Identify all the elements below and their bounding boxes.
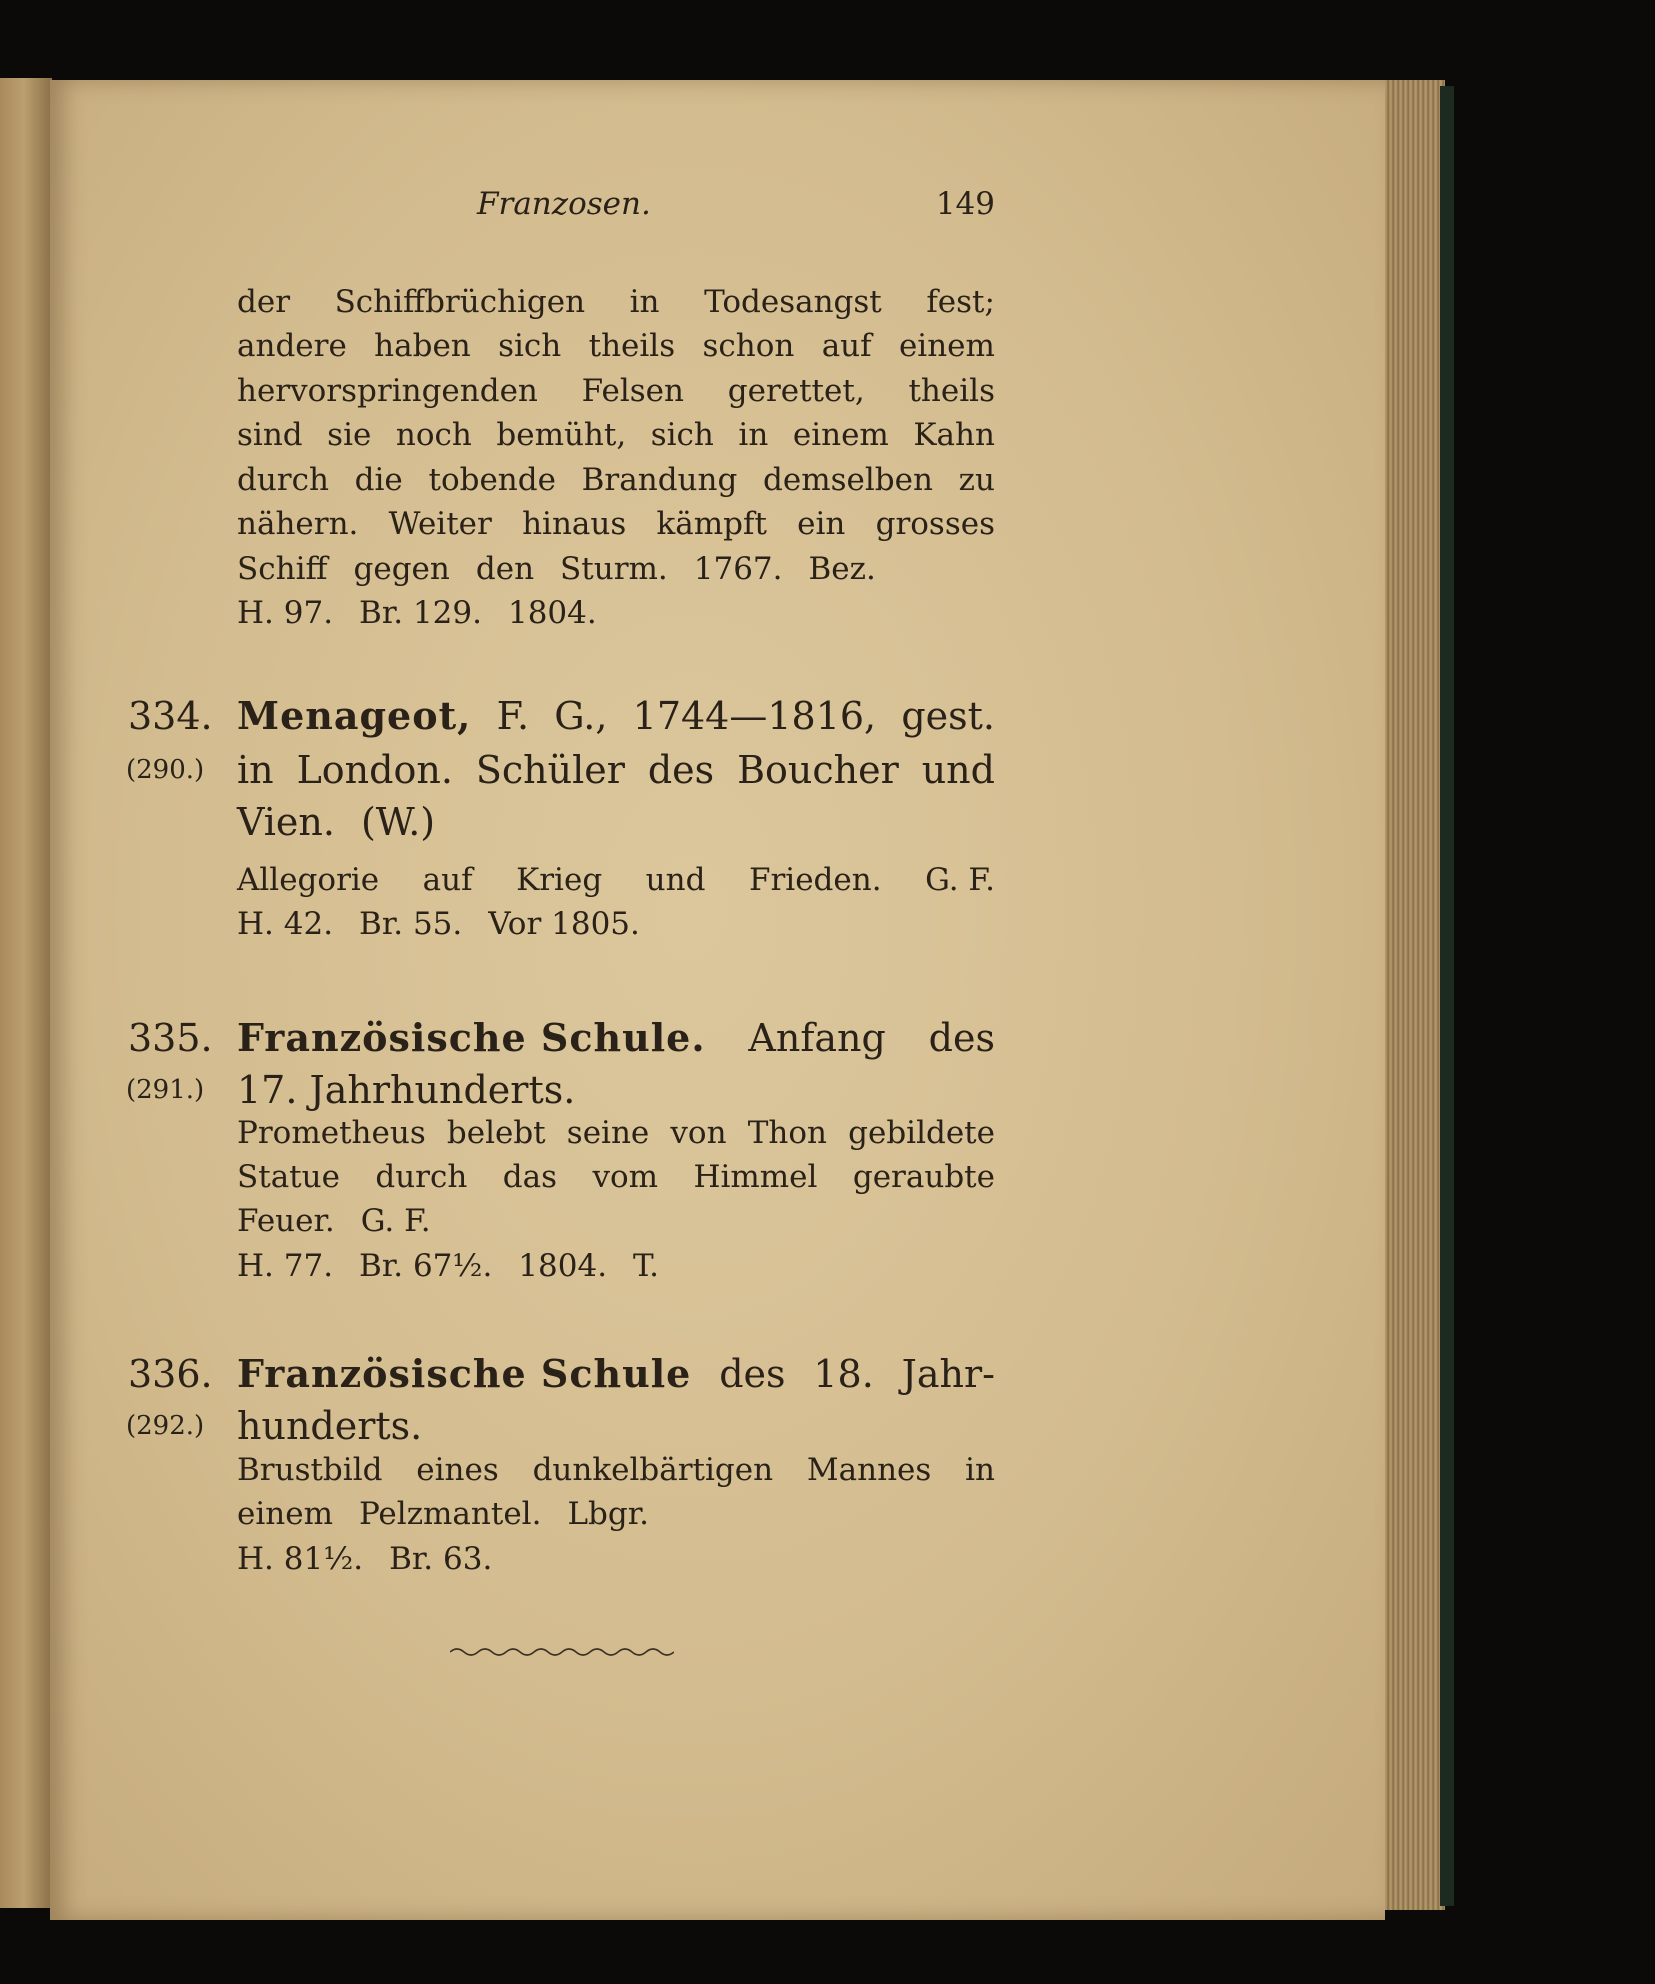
word: H. 97. (237, 595, 334, 631)
word: Allegorie (237, 862, 380, 898)
word: Frieden. (748, 862, 882, 898)
word: G. F. (925, 862, 995, 898)
word: grosses (875, 506, 995, 542)
word: Boucher (737, 748, 899, 792)
continuation-line (237, 502, 995, 546)
word: durch (375, 1159, 468, 1195)
word: H. 77. (237, 1248, 334, 1284)
word: gegen (353, 551, 450, 587)
word: Kahn (913, 417, 995, 453)
word: nähern. (237, 506, 359, 542)
word: Vien. (237, 800, 335, 844)
continuation-line (237, 324, 995, 368)
word: in (965, 1452, 995, 1488)
word: Anfang (748, 1016, 886, 1060)
word: Jahr- (901, 1352, 995, 1396)
word: sich (498, 328, 562, 364)
word: hinaus (522, 506, 627, 542)
word: fest; (926, 284, 995, 320)
entry-reference: (292.) (126, 1411, 205, 1441)
word: hunderts. (237, 1404, 423, 1448)
word: vom (592, 1159, 659, 1195)
entry-description-line (237, 1199, 995, 1243)
word: Brustbild (237, 1452, 383, 1488)
word: und (645, 862, 706, 898)
word: Krieg (516, 862, 603, 898)
word: 1767. (693, 551, 783, 587)
word: das (502, 1159, 558, 1195)
word: sie (327, 417, 372, 453)
word: sich (650, 417, 714, 453)
word: seine (566, 1115, 650, 1151)
entry-heading-line (237, 690, 995, 742)
word: des (719, 1352, 786, 1396)
word: Br. 63. (389, 1541, 493, 1577)
entry-heading-line (237, 796, 995, 848)
word: Weiter (388, 506, 492, 542)
word: Himmel (693, 1159, 818, 1195)
word: geraubte (852, 1159, 995, 1195)
word: Schiffbrüchigen (334, 284, 586, 320)
word: Sturm. (560, 551, 668, 587)
word: andere (237, 328, 347, 364)
word: belebt (446, 1115, 546, 1151)
word: des (647, 748, 715, 792)
word: T. (633, 1248, 660, 1284)
page-number: 149 (935, 186, 995, 222)
entry-reference: (290.) (126, 755, 205, 785)
word: einem (898, 328, 995, 364)
entry-heading-line (237, 1348, 995, 1400)
running-head (237, 186, 995, 230)
entry-description-line (237, 1155, 995, 1199)
entry-heading-line (237, 1064, 995, 1116)
running-title: Franzosen. (477, 186, 651, 222)
word: und (921, 748, 995, 792)
word: Thon (747, 1115, 827, 1151)
word: Statue (237, 1159, 340, 1195)
word: 18. (813, 1352, 874, 1396)
word: H. 42. (237, 906, 334, 942)
word: den (475, 551, 535, 587)
word: 17. Jahrhunderts. (237, 1068, 576, 1112)
word: Brandung (581, 462, 738, 498)
word: 1804. (518, 1248, 608, 1284)
entry-description-line (237, 1492, 995, 1536)
word: demselben (763, 462, 933, 498)
word: Bez. (808, 551, 876, 587)
word: London. (296, 748, 453, 792)
word: haben (374, 328, 471, 364)
word: zu (958, 462, 995, 498)
word: Br. 55. (359, 906, 463, 942)
word: bemüht, (496, 417, 627, 453)
entry-reference: (291.) (126, 1075, 205, 1105)
book-cover-edge (1440, 86, 1454, 1906)
word: ein (797, 506, 846, 542)
word: Pelzmantel. (358, 1496, 542, 1532)
word: sind (237, 417, 303, 453)
entry-heading-line (237, 1012, 995, 1064)
word: gerettet, (727, 373, 865, 409)
word: durch (237, 462, 329, 498)
continuation-line (237, 547, 995, 591)
word: Schiff (237, 551, 328, 587)
page-edges (1385, 80, 1445, 1910)
continuation-line (237, 280, 995, 324)
entry-description-line (237, 858, 995, 902)
word: Br. 129. (359, 595, 482, 631)
left-page-edge (0, 78, 52, 1908)
word: Feuer. (237, 1203, 335, 1239)
entry-description-line (237, 1111, 995, 1155)
word: auf (821, 328, 872, 364)
word: 1804. (507, 595, 597, 631)
word: G. F. (360, 1203, 431, 1239)
word: einem (792, 417, 889, 453)
word: kämpft (656, 506, 767, 542)
word: (W.) (360, 800, 436, 844)
word: hervorspringenden (237, 373, 538, 409)
word: in (629, 284, 660, 320)
wavy-ornament (450, 1646, 674, 1658)
continuation-line (237, 591, 995, 635)
word: Prometheus (237, 1115, 426, 1151)
word: in (738, 417, 769, 453)
entry-description-line (237, 1448, 995, 1492)
word: gebildete (848, 1115, 995, 1151)
word: F. (496, 694, 530, 738)
word: 1744—1816, (632, 694, 877, 738)
word: H. 81½. (237, 1541, 364, 1577)
artist-name: Menageot, (237, 693, 472, 738)
entry-description-line (237, 1244, 995, 1288)
word: eines (416, 1452, 499, 1488)
entry-number: 336. (128, 1352, 213, 1396)
entry-heading-line (237, 744, 995, 796)
entry-number: 335. (128, 1016, 213, 1060)
word: einem (237, 1496, 333, 1532)
word: schon (702, 328, 795, 364)
word: tobende (428, 462, 556, 498)
word: Mannes (806, 1452, 932, 1488)
entry-description-line (237, 1537, 995, 1581)
entry-heading-line (237, 1400, 995, 1452)
word: der (237, 284, 291, 320)
word: dunkelbärtigen (532, 1452, 774, 1488)
artist-name: Französische Schule. (237, 1015, 706, 1060)
word: Schüler (475, 748, 625, 792)
word: gest. (901, 694, 995, 738)
word: G., (554, 694, 608, 738)
word: in (237, 748, 274, 792)
continuation-line (237, 413, 995, 457)
word: die (354, 462, 403, 498)
word: Lbgr. (567, 1496, 649, 1532)
word: noch (395, 417, 472, 453)
entry-description-line (237, 902, 995, 946)
word: theils (908, 373, 995, 409)
word: theils (588, 328, 676, 364)
word: auf (422, 862, 473, 898)
entry-number: 334. (128, 694, 213, 738)
word: von (670, 1115, 727, 1151)
word: Todesangst (704, 284, 882, 320)
word: des (928, 1016, 995, 1060)
word: Felsen (581, 373, 684, 409)
artist-name: Französische Schule (237, 1351, 692, 1396)
word: Br. 67½. (359, 1248, 493, 1284)
word: Vor 1805. (488, 906, 640, 942)
continuation-line (237, 369, 995, 413)
continuation-line (237, 458, 995, 502)
